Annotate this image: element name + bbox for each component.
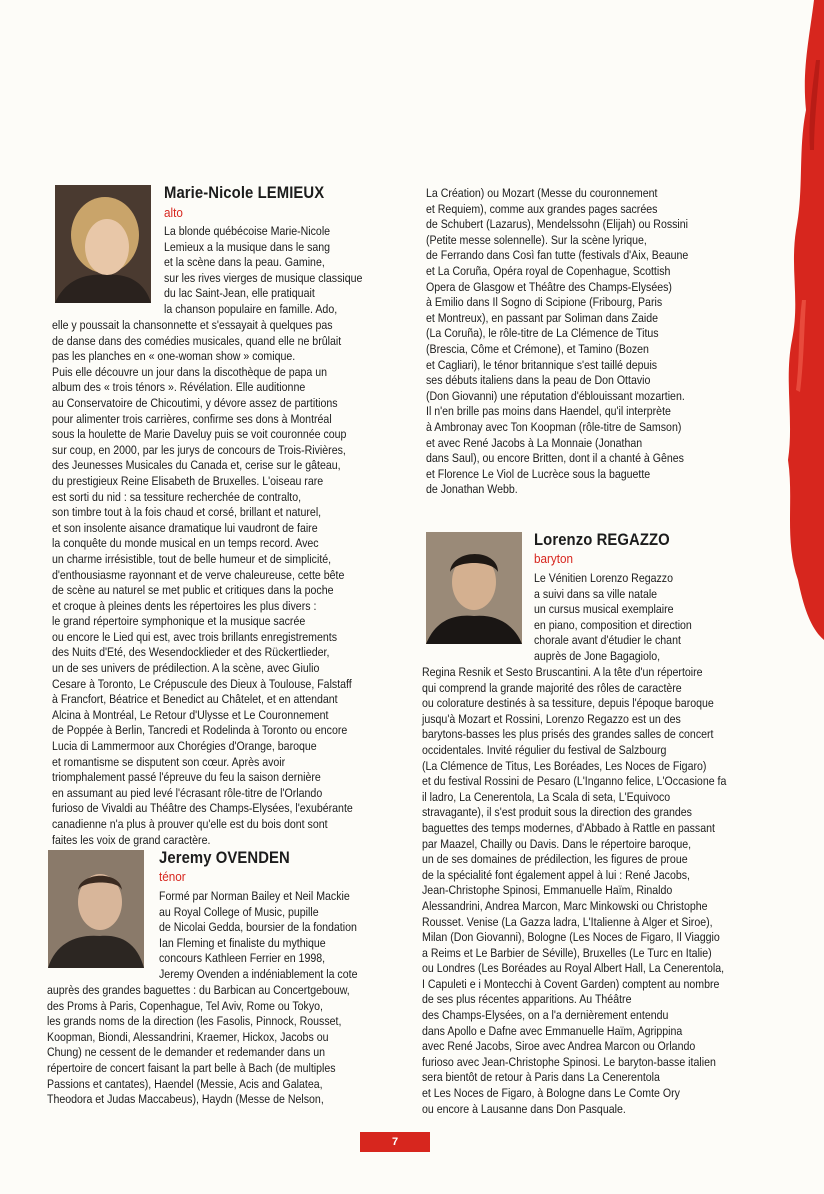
bio-line: de Nicolai Gedda, boursier de la fondation (159, 920, 357, 935)
bio-line: des Champs-Elysées, on a l'a dernièrement entendu (422, 1008, 669, 1023)
bio-line: et la scène dans la peau. Gamine, (164, 255, 325, 270)
ovenden-bio-continued (426, 186, 733, 498)
bio-line: la conquête du monde musical en un temps record. Avec (52, 536, 319, 551)
bio-line: barytons-basses les plus prisés des grandes salles de concert (422, 727, 714, 742)
bio-line: ou encore à Lausanne dans Don Pasquale. (422, 1101, 626, 1116)
bio-line: Milan (Don Giovanni), Bologne (Les Noces de Figaro, Il Viaggio (422, 930, 720, 945)
ovenden-bio-top (159, 889, 391, 983)
bio-line: baguettes des temps modernes, d'Abbado à Rattle en passant (422, 820, 715, 835)
lemieux-portrait (55, 185, 151, 303)
bio-line: des Jeunesses Musicales du Canada et, cerise sur le gâteau, (52, 458, 341, 473)
bio-line: Cesare à Toronto, Le Crépuscule des Dieux à Toulouse, Falstaff (52, 676, 352, 691)
bio-line: sous la houlette de Marie Daveluy puis se voit couronnée coup (52, 427, 347, 442)
bio-line: dans Saul), ou encore Britten, dont il a chanté à Gênes (426, 451, 684, 466)
bio-line: Koopman, Biondi, Alessandrini, Kraemer, Hickox, Jacobs ou (47, 1029, 329, 1044)
bio-line: Jean-Christophe Spinosi, Emmanuelle Haïm, Rinaldo (422, 883, 673, 898)
bio-line: furioso avec Jean-Christophe Spinosi. Le baryton-basse italien (422, 1054, 716, 1069)
bio-line: au Conservatoire de Chicoutimi, y dévore assez de partitions (52, 395, 338, 410)
bio-line: au Royal College of Music, pupille (159, 904, 319, 919)
bio-line: pour alimenter trois carrières, confirme ses dons à Montréal (52, 411, 332, 426)
bio-line: avec René Jacobs, Siroe avec Andrea Marcon ou Orlando (422, 1039, 696, 1054)
ovenden-name: Jeremy OVENDEN (159, 849, 290, 867)
bio-line: Alcina à Montréal, Le Retour d'Ulysse et Le Couronnement (52, 707, 329, 722)
bio-line: les grands noms de la direction (les Fasolis, Pinnock, Rousset, (47, 1014, 342, 1029)
regazzo-portrait (426, 532, 522, 644)
bio-line: La blonde québécoise Marie-Nicole (164, 224, 331, 238)
bio-line: Opera de Glasgow et Théâtre des Champs-Elysées) (426, 279, 672, 294)
lemieux-name: Marie-Nicole LEMIEUX (164, 184, 325, 202)
bio-line: chorale avant d'étudier le chant (534, 633, 681, 648)
bio-line: Ian Fleming et finaliste du mythique (159, 935, 326, 950)
bio-line: du lac Saint-Jean, elle pratiquait (164, 286, 315, 301)
bio-line: jusqu'à Mozart et Rossini, Lorenzo Regazzo est un des (422, 711, 681, 726)
bio-line: le grand répertoire symphonique et la musique sacrée (52, 614, 306, 629)
bio-line: et avec René Jacobs à La Monnaie (Jonathan (426, 435, 643, 450)
bio-line: de Jonathan Webb. (426, 482, 518, 497)
regazzo-bio-top (534, 571, 719, 665)
bio-line: du prestigieux Reine Elisabeth de Bruxelles. L'oiseau rare (52, 473, 324, 488)
bio-line: et Florence Le Viol de Lucrèce sous la baguette (426, 466, 651, 481)
regazzo-name: Lorenzo REGAZZO (534, 531, 670, 549)
bio-line: sur coup, en 2000, par les jurys de concours de Trois-Rivières, (52, 442, 346, 457)
bio-line: un cursus musical exemplaire (534, 602, 674, 617)
bio-line: et Requiem), comme aux grandes pages sacrées (426, 201, 658, 216)
bio-line: et Les Noces de Figaro, à Bologne dans Le Comte Ory (422, 1086, 680, 1101)
bio-line: canadienne n'a plus à prouver qu'elle est du bois dont sont (52, 817, 328, 831)
bio-line: occidentales. Invité régulier du festival de Salzbourg (422, 742, 667, 757)
bio-line: (Petite messe solennelle). Sur la scène lyrique, (426, 232, 647, 247)
bio-line: Alessandrini, Andrea Marcon, Marc Minkowski ou Christophe (422, 898, 708, 913)
bio-line: Le Vénitien Lorenzo Regazzo (534, 571, 674, 585)
bio-line: Regina Resnik et Sesto Bruscantini. A la tête d'un répertoire (422, 665, 703, 679)
page-number: 7 (360, 1132, 430, 1152)
bio-line: a Reims et Le Barbier de Séville), Bruxelles (Le Turc en Italie) (422, 945, 712, 960)
ovenden-voice: ténor (159, 869, 186, 884)
bio-line: Chung) ne cessent de le demander et redemander dans un (47, 1045, 325, 1060)
bio-line: sur les rives vierges de musique classique (164, 270, 363, 285)
bio-line: d'enthousiasme rayonnant et de verve chaleureuse, cette bête (52, 567, 345, 582)
bio-line: et La Coruña, Opéra royal de Copenhague, Scottish (426, 263, 671, 278)
bio-line: Lemieux a la musique dans le sang (164, 239, 331, 254)
bio-line: un charme irrésistible, tout de belle humeur et de simplicité, (52, 551, 332, 566)
bio-line: à Ambronay avec Ton Koopman (rôle-titre de Samson) (426, 419, 682, 434)
lemieux-voice: alto (164, 205, 183, 220)
bio-line: des Nuits d'Eté, des Wesendocklieder et des Rückertlieder, (52, 645, 330, 660)
bio-line: Passions et cantates), Haendel (Messie, Acis and Galatea, (47, 1076, 323, 1091)
bio-line: (Don Giovanni) une réputation d'éblouissant mozartien. (426, 388, 685, 403)
ovenden-portrait (48, 850, 144, 968)
bio-line: et son insolente aisance dramatique lui vaudront de faire (52, 520, 318, 535)
bio-line: il ladro, La Cenerentola, La Scala di seta, L'Equivoco (422, 789, 671, 804)
bio-line: est sorti du nid : sa tessiture recherchée de contralto, (52, 489, 302, 504)
bio-line: La Création) ou Mozart (Messe du couronnement (426, 186, 658, 200)
bio-line: de ses plus récentes apparitions. Au Théâtre (422, 992, 632, 1007)
bio-line: de Ferrando dans Così fan tutte (festivals d'Aix, Beaune (426, 248, 689, 263)
bio-line: en assumant au pied levé l'écrasant rôle-titre de l'Orlando (52, 785, 323, 800)
bio-line: et Montreux), en passant par Soliman dans Zaide (426, 310, 659, 325)
bio-line: auprès de Jone Bagagiolo, (534, 648, 661, 663)
bio-line: et Cagliari), le ténor britannique s'est taillé depuis (426, 357, 658, 372)
bio-line: (La Clémence de Titus, Les Boréades, Les Noces de Figaro) (422, 758, 707, 773)
bio-line: des Proms à Paris, Copenhague, Tel Aviv, Rome ou Tokyo, (47, 998, 323, 1013)
bio-line: son timbre tout à la fois chaud et corsé, brillant et naturel, (52, 505, 322, 520)
bio-line: triomphalement passé l'épreuve du feu la saison dernière (52, 770, 321, 785)
bio-line: Il n'en brille pas moins dans Haendel, qu'il interprète (426, 404, 671, 419)
bio-line: stravagante), il s'est produit sous la direction des grandes (422, 805, 692, 820)
bio-line: de scène au naturel se met public et critiques dans la poche (52, 583, 334, 598)
bio-line: la chanson populaire en famille. Ado, (164, 301, 338, 316)
regazzo-bio-bottom (422, 665, 778, 1117)
bio-line: à Emilio dans Il Sogno di Scipione (Fribourg, Paris (426, 295, 663, 310)
bio-line: qui comprend la grande majorité des rôles de caractère (422, 680, 682, 695)
bio-line: elle y poussait la chansonnette et s'essayait à quelques pas (52, 318, 333, 332)
lemieux-bio-bottom (52, 318, 404, 848)
bio-line: et du festival Rossini de Pesaro (L'Inganno felice, L'Occasione fa (422, 774, 727, 789)
bio-line: ses débuts italiens dans la peau de Don Ottavio (426, 373, 651, 388)
bio-line: I Capuleti e i Montecchi à Covent Garden) comptent au nombre (422, 976, 720, 991)
bio-line: faites les voix de grand caractère. (52, 832, 211, 847)
bio-line: de la spécialité font également appel à lui : René Jacobs, (422, 867, 690, 882)
bio-line: et romantisme se disputent son cœur. Après avoir (52, 754, 286, 769)
bio-line: ou encore le Lied qui est, avec trois brillants enregistrements (52, 629, 338, 644)
bio-line: un de ses univers de prédilection. A la scène, avec Giulio (52, 661, 320, 676)
bio-line: Theodora et Judas Maccabeus), Haydn (Messe de Nelson, (47, 1092, 324, 1107)
bio-line: par Maazel, Chailly ou Davis. Dans le répertoire baroque, (422, 836, 692, 851)
bio-line: Lucia di Lammermoor aux Chorégies d'Orange, baroque (52, 739, 317, 754)
regazzo-voice: baryton (534, 551, 574, 566)
bio-line: de Schubert (Lazarus), Mendelssohn (Elijah) ou Rossini (426, 217, 689, 232)
bio-line: (La Coruña), le rôle-titre de La Clémence de Titus (426, 326, 659, 341)
bio-line: et croque à pleines dents les répertoires les plus divers : (52, 598, 317, 613)
bio-line: répertoire de concert faisant la part belle à Bach (de multiples (47, 1060, 336, 1075)
bio-line: à Francfort, Béatrice et Benedict au Châtelet, et en attendant (52, 692, 338, 707)
bio-line: a suivi dans sa ville natale (534, 586, 658, 601)
bio-line: sera bientôt de retour à Paris dans La Cenerentola (422, 1070, 660, 1085)
bio-line: de Poppée à Berlin, Tancredi et Rodelinda à Toronto ou encore (52, 723, 348, 738)
bio-line: en piano, composition et direction (534, 617, 692, 632)
bio-line: pas les planches en « one-woman show » comique. (52, 349, 296, 364)
bio-line: Rousset. Venise (La Gazza ladra, L'Italienne à Alger et Siroe), (422, 914, 713, 929)
bio-line: auprès des grandes baguettes : du Barbican au Concertgebouw, (47, 983, 350, 997)
lemieux-bio-top (164, 224, 396, 318)
bio-line: ou Londres (Les Boréades au Royal Albert Hall, La Cenerentola, (422, 961, 725, 976)
bio-line: un de ses domaines de prédilection, les figures de proue (422, 852, 688, 867)
bio-line: dans Apollo e Dafne avec Emmanuelle Haïm, Agrippina (422, 1023, 683, 1038)
bio-line: album des « trois ténors ». Révélation. Elle auditionne (52, 380, 306, 395)
bio-line: concours Kathleen Ferrier en 1998, (159, 951, 326, 966)
ovenden-bio-bottom (47, 983, 401, 1108)
bio-line: Puis elle découvre un jour dans la discothèque de papa un (52, 364, 328, 379)
bio-line: ou colorature destinés à sa tessiture, depuis l'époque baroque (422, 696, 714, 711)
bio-line: (Brescia, Côme et Crémone), et Tamino (Bozen (426, 341, 649, 356)
red-brush-stroke (754, 0, 824, 640)
bio-line: furioso de Vivaldi au Théâtre des Champs-Elysées, l'exubérante (52, 801, 353, 816)
bio-line: Jeremy Ovenden a indéniablement la cote (159, 966, 358, 981)
bio-line: Formé par Norman Bailey et Neil Mackie (159, 889, 350, 903)
bio-line: de danse dans des comédies musicales, quand elle ne brûlait (52, 333, 342, 348)
